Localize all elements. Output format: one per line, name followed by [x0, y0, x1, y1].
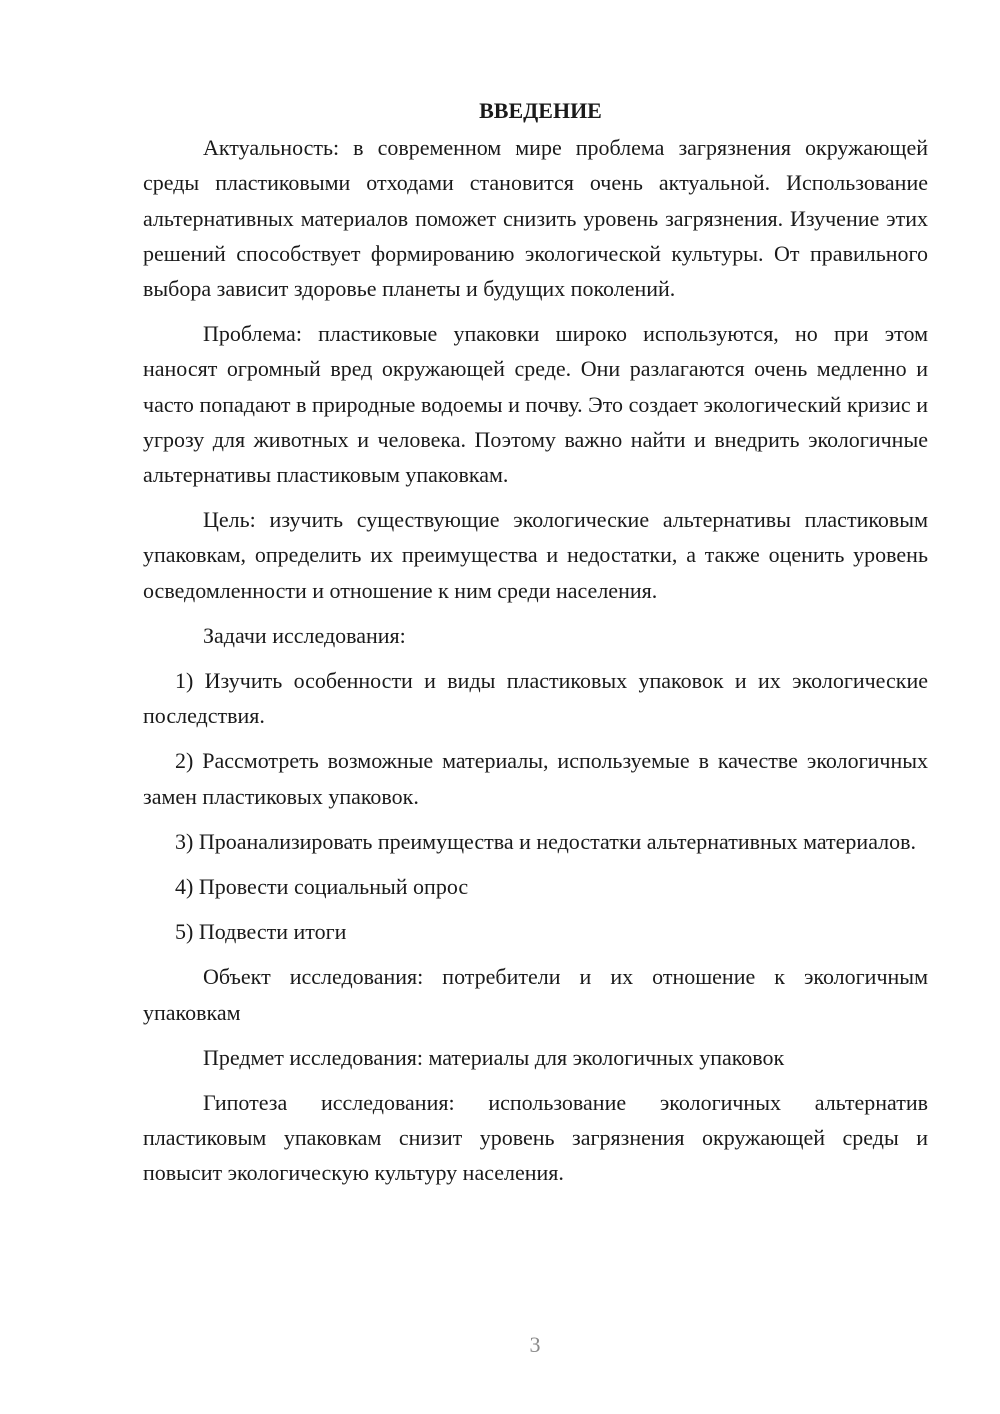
- page-number: 3: [529, 1332, 541, 1357]
- task-item-1: 1) Изучить особенности и виды пластиковых упаковок и их экологические последствия.: [143, 668, 928, 729]
- paragraph-relevance: Актуальность: в современном мире проблема загрязнения окружающей среды пластиковыми отходами становится очень актуальной. Использование альтернативных материалов поможет снизить уровень загрязнения. Изучение этих решений способствует формированию экологической культуры. От правильного выбора зависит здоровье планеты и будущих поколений.: [143, 135, 928, 302]
- paragraph-problem: Проблема: пластиковые упаковки широко используются, но при этом наносят огромный вред окружающей среде. Они разлагаются очень медленно и часто попадают в природные водоемы и почву. Это создает экологический кризис и угрозу для животных и человека. Поэтому важно найти и внедрить экологичные альтернативы пластиковым упаковкам.: [143, 321, 928, 488]
- paragraph-hypothesis: Гипотеза исследования: использование экологичных альтернатив пластиковым упаковкам снизит уровень загрязнения окружающей среды и повысит экологическую культуру населения.: [143, 1090, 928, 1186]
- paragraph-tasks-heading: Задачи исследования:: [203, 622, 406, 648]
- task-item-4: 4) Провести социальный опрос: [175, 874, 469, 900]
- page-content: [143, 93, 928, 1201]
- paragraph-subject: Предмет исследования: материалы для экологичных упаковок: [203, 1044, 785, 1070]
- paragraph-goal: Цель: изучить существующие экологические альтернативы пластиковым упаковкам, определить их преимущества и недостатки, а также оценить уровень осведомленности и отношение к ним среди населения.: [143, 507, 928, 603]
- task-item-3: 3) Проанализировать преимущества и недостатки альтернативных материалов.: [175, 828, 917, 854]
- task-item-2: 2) Рассмотреть возможные материалы, используемые в качестве экологичных замен пластиковых упаковок.: [143, 748, 928, 809]
- page-title: ВВЕДЕНИЕ: [479, 98, 602, 123]
- task-item-5: 5) Подвести итоги: [175, 919, 347, 945]
- paragraph-object: Объект исследования: потребители и их отношение к экологичным упаковкам: [143, 964, 928, 1025]
